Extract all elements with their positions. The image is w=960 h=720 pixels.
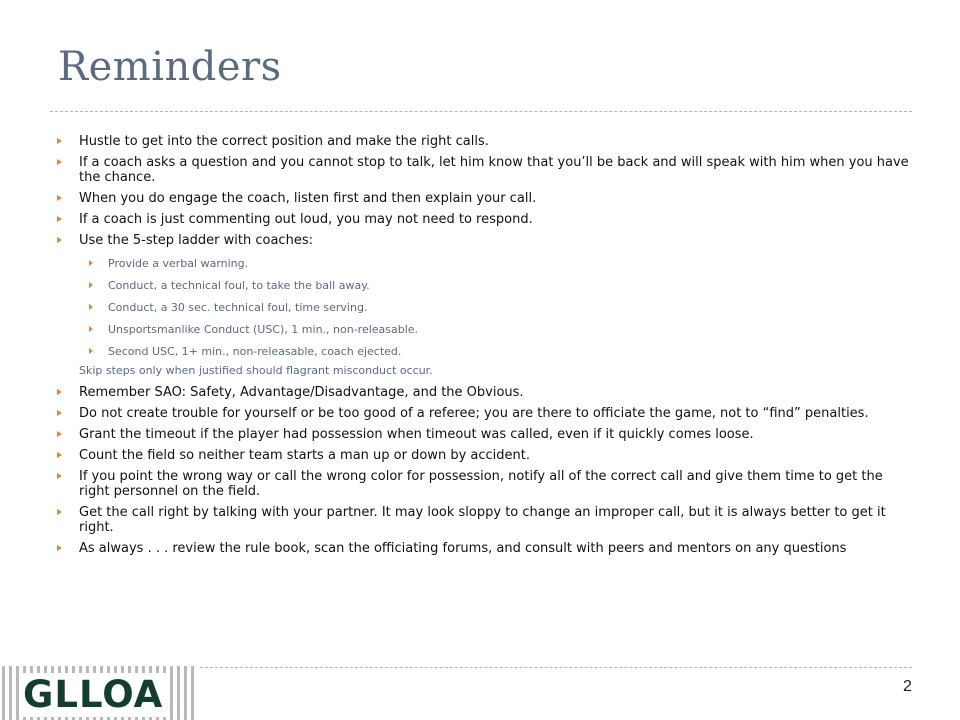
ladder-step — [52, 323, 912, 336]
arrow-bullet-icon — [89, 348, 93, 354]
footer-divider — [200, 667, 912, 668]
ladder-note: Skip steps only when justified should flagrant misconduct occur. — [79, 364, 433, 377]
arrow-bullet-icon — [57, 509, 62, 515]
list-item-text: Remember SAO: Safety, Advantage/Disadvantage, and the Obvious. — [79, 385, 524, 400]
arrow-bullet-icon — [57, 138, 62, 144]
ladder-step-text: Conduct, a 30 sec. technical foul, time serving. — [108, 301, 368, 314]
arrow-bullet-icon — [57, 195, 62, 201]
ladder-step — [52, 345, 912, 358]
list-item — [52, 448, 912, 463]
list-item — [52, 406, 912, 421]
arrow-bullet-icon — [89, 260, 93, 266]
list-item — [52, 541, 912, 556]
ladder-step — [52, 301, 912, 314]
list-item-text: Get the call right by talking with your partner. It may look sloppy to change an improper call, but it is always better to get it right. — [79, 505, 886, 535]
list-item-text: If a coach asks a question and you cannot stop to talk, let him know that you’ll be back and will speak with him when you have the chance. — [79, 155, 909, 185]
ladder-step — [52, 279, 912, 292]
list-item-text: Do not create trouble for yourself or be too good of a referee; you are there to officiate the game, not to “find” penalties. — [79, 406, 869, 421]
title-divider — [50, 111, 912, 112]
arrow-bullet-icon — [57, 389, 62, 395]
arrow-bullet-icon — [57, 237, 62, 243]
list-item — [52, 385, 912, 400]
list-item-text: When you do engage the coach, listen first and then explain your call. — [79, 191, 537, 206]
list-item-text: As always . . . review the rule book, scan the officiating forums, and consult with peers and mentors on any questions — [79, 541, 847, 556]
ladder-step-text: Conduct, a technical foul, to take the ball away. — [108, 279, 370, 292]
page-number: 2 — [903, 678, 912, 695]
list-item — [52, 212, 912, 227]
list-item — [52, 134, 912, 149]
list-item — [52, 155, 912, 185]
ladder-step-text: Unsportsmanlike Conduct (USC), 1 min., non-releasable. — [108, 323, 419, 336]
arrow-bullet-icon — [57, 159, 62, 165]
arrow-bullet-icon — [89, 304, 93, 310]
list-item — [52, 191, 912, 206]
arrow-bullet-icon — [89, 282, 93, 288]
list-item-text: If a coach is just commenting out loud, you may not need to respond. — [79, 212, 533, 227]
ladder-step-text: Provide a verbal warning. — [108, 257, 249, 270]
bullet-list — [52, 134, 912, 562]
list-item — [52, 469, 912, 499]
slide-title: Reminders — [58, 44, 282, 90]
logo-text: GLLOA — [19, 673, 167, 717]
ladder-step — [52, 257, 912, 270]
arrow-bullet-icon — [57, 452, 62, 458]
list-item — [52, 505, 912, 535]
arrow-bullet-icon — [57, 473, 62, 479]
arrow-bullet-icon — [57, 410, 62, 416]
list-item-text: If you point the wrong way or call the wrong color for possession, notify all of the correct call and give them time to get the right personnel on the field. — [79, 469, 883, 499]
arrow-bullet-icon — [89, 326, 93, 332]
glloa-logo — [0, 666, 200, 720]
ladder-step-text: Second USC, 1+ min., non-releasable, coach ejected. — [108, 345, 402, 358]
list-item — [52, 427, 912, 442]
list-item — [52, 233, 912, 248]
list-item-text: Hustle to get into the correct position and make the right calls. — [79, 134, 489, 149]
list-item-text: Use the 5-step ladder with coaches: — [79, 233, 313, 248]
list-item-text: Count the field so neither team starts a man up or down by accident. — [79, 448, 530, 463]
arrow-bullet-icon — [57, 431, 62, 437]
list-item-text: Grant the timeout if the player had possession when timeout was called, even if it quickly comes loose. — [79, 427, 754, 442]
arrow-bullet-icon — [57, 545, 62, 551]
arrow-bullet-icon — [57, 216, 62, 222]
